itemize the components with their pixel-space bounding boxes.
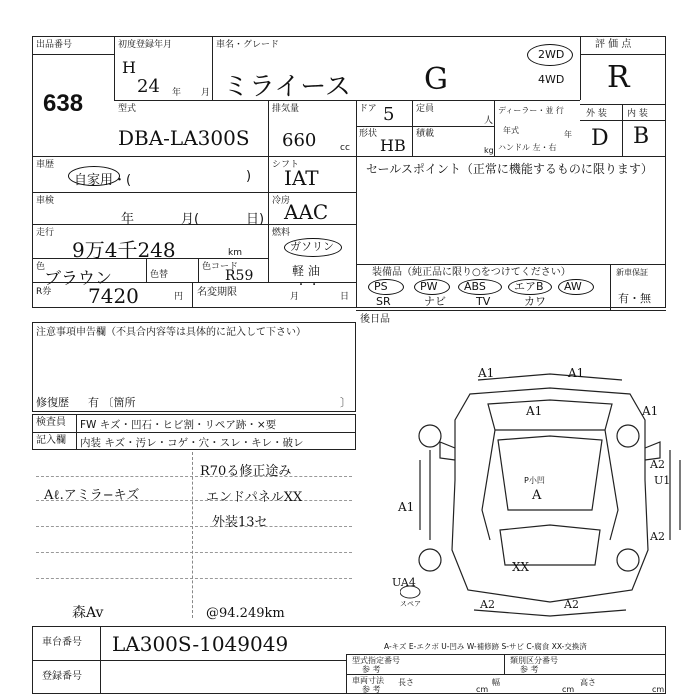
- dent-mark: A: [532, 488, 542, 503]
- reg-year: 24: [137, 76, 160, 97]
- door-label: ドア: [359, 104, 377, 114]
- model-year-unit: 年: [564, 130, 572, 139]
- a1-right-front: A1: [642, 404, 659, 418]
- note-guide-line: [36, 552, 352, 553]
- equipment-item: ABS: [464, 280, 486, 293]
- cm-3: cm: [652, 685, 665, 694]
- color-code-value: R59: [225, 268, 254, 284]
- later-items-label: 後日品: [360, 314, 390, 325]
- chassis-label: 車台番号: [42, 637, 82, 648]
- a1-top-left: A1: [478, 366, 495, 380]
- chassis-value: LA300S-1049049: [112, 632, 289, 656]
- drive-2wd: 2WD: [538, 48, 565, 61]
- equipment-label: 装備品（純正品に限り○をつけてください）: [372, 267, 571, 278]
- ac-value: AAC: [284, 200, 329, 224]
- history-close: ): [246, 169, 252, 184]
- door-value: 5: [383, 104, 395, 125]
- color-value: ブラウン: [44, 269, 112, 289]
- model-year-label: 年式: [503, 126, 519, 135]
- size-label: 車両寸法: [352, 676, 384, 685]
- a1-left-door: A1: [398, 500, 415, 514]
- dent-label: P小凹: [524, 476, 545, 485]
- car-body-diagram: [400, 360, 690, 630]
- ua4-rear: UA4: [392, 576, 416, 589]
- fuel-gasoline: ガソリン: [290, 240, 334, 253]
- recycle-value: 7420: [88, 284, 139, 308]
- equipment-item: PW: [420, 280, 438, 293]
- dealer-label: ディーラー・並 行: [498, 106, 564, 115]
- equipment-item: エアB: [514, 280, 544, 293]
- notes-label: 注意事項申告欄（不具合内容等は具体的に記入して下さい）: [36, 327, 306, 338]
- right-note-3: 外装13セ: [212, 515, 268, 530]
- mileage-value: 9万4千248: [72, 238, 176, 262]
- ac-label: 冷房: [272, 196, 291, 206]
- new-cert-label: 新車保証: [616, 268, 648, 277]
- bottom-mileage-note: @94.249km: [206, 606, 285, 621]
- history-label: 車歴: [36, 160, 55, 170]
- bottom-left-note: 森Av: [72, 605, 104, 621]
- a2-rear-right: A2: [564, 598, 579, 611]
- equipment-item: SR: [376, 295, 391, 308]
- note-guide-line: [36, 578, 352, 579]
- selling-points-label: セールスポイント（正常に機能するものに限ります）: [366, 162, 653, 176]
- inspection-year-unit: 年: [121, 212, 135, 227]
- ref-label-3: 参 考: [362, 685, 381, 694]
- repaint-label: 色替: [150, 270, 169, 280]
- equipment-item: ナビ: [424, 295, 446, 308]
- inspection-label: 車検: [36, 196, 55, 206]
- checker-row-2: 内装 キズ・汚レ・コゲ・穴・スレ・キレ・破レ: [80, 437, 304, 449]
- mileage-unit: km: [228, 248, 242, 258]
- lot-number: 638: [43, 90, 84, 117]
- checker-row-1: FW キズ・凹石・ヒビ割・リペア跡・×要: [80, 419, 277, 431]
- displacement-unit: cc: [340, 143, 350, 153]
- equipment-item: PS: [374, 280, 388, 293]
- spare-label: スペア: [400, 600, 421, 608]
- model-label: 車名・グレード: [216, 40, 280, 50]
- displacement-value: 660: [282, 130, 317, 151]
- capacity-label: 定員: [416, 104, 435, 114]
- year-unit: 年: [172, 88, 182, 98]
- grade: G: [424, 62, 448, 97]
- cm-2: cm: [562, 685, 575, 694]
- rear-xx: XX: [512, 560, 530, 574]
- repair-value: 有 〔箇所: [88, 396, 136, 409]
- fuel-diesel: 軽 油: [292, 264, 320, 278]
- note-guide-line: [36, 526, 352, 527]
- shift-value: IAT: [284, 166, 319, 190]
- exterior-label: 外 装: [586, 109, 607, 119]
- damage-legend: A-キズ E-エクボ U-凹み W-補修跡 S-サビ C-腐食 XX-交換済: [384, 642, 587, 651]
- u1-right: U1: [654, 474, 671, 487]
- equipment-item: AW: [564, 280, 582, 293]
- era: H: [122, 58, 136, 77]
- a2-rear-left: A2: [480, 598, 495, 611]
- lot-label: 出品番号: [36, 40, 73, 50]
- shape-value: HB: [380, 136, 406, 155]
- model-name: ミライース: [223, 72, 351, 102]
- model-cert-label: 型式指定番号: [352, 656, 400, 665]
- recycle-label: R券: [36, 287, 52, 297]
- color-label: 色: [36, 262, 46, 272]
- left-note: Aℓ.アミラ−キズ: [44, 488, 140, 503]
- load-unit: kg: [484, 146, 494, 155]
- repair-label: 修復歴: [36, 396, 69, 409]
- interior-label: 内 装: [627, 109, 648, 119]
- recycle-unit: 円: [174, 292, 184, 302]
- name-change-month: 月: [290, 292, 300, 302]
- note-guide-line: [36, 476, 352, 477]
- height-label: 高さ: [580, 678, 596, 687]
- new-cert-value: 有・無: [618, 292, 651, 305]
- name-change-label: 名変期限: [197, 287, 237, 298]
- exterior-grade: D: [591, 126, 609, 151]
- right-note-1: R70る修正途み: [200, 464, 292, 479]
- color-code-label: 色コード: [202, 262, 239, 272]
- inspector-label: 検査員: [36, 417, 66, 428]
- name-change-day: 日: [340, 292, 350, 302]
- width-label: 幅: [492, 678, 500, 687]
- mileage-label: 走行: [36, 228, 55, 238]
- reg-label: 登録番号: [42, 671, 82, 682]
- inspection-day-unit: 日): [246, 212, 265, 227]
- displacement-label: 排気量: [272, 104, 300, 114]
- equipment-item: カワ: [524, 295, 546, 308]
- repair-close: 〕: [340, 396, 351, 409]
- interior-grade: B: [633, 124, 650, 149]
- handle-label: ハンドル 左・右: [498, 143, 557, 152]
- capacity-unit: 人: [484, 116, 494, 126]
- drive-4wd: 4WD: [538, 73, 565, 86]
- cm-1: cm: [476, 685, 489, 694]
- fuel-label: 燃料: [272, 228, 291, 238]
- shape-label: 形状: [359, 129, 378, 139]
- recorder-label: 記入欄: [36, 435, 66, 446]
- shift-label: シフト: [272, 160, 300, 170]
- a1-hood: A1: [526, 404, 543, 418]
- history-value: 自家用・(: [74, 173, 132, 188]
- score-label: 評 価 点: [595, 39, 632, 50]
- a2-right-1: A2: [650, 458, 665, 471]
- first-reg-label: 初度登録年月: [118, 40, 173, 50]
- class-label: 類別区分番号: [510, 656, 558, 665]
- month-unit: 月: [201, 88, 211, 98]
- length-label: 長さ: [398, 678, 414, 687]
- a2-right-2: A2: [650, 530, 665, 543]
- ref-label-2: 参 考: [520, 665, 539, 674]
- right-note-2: エンドパネルXX: [206, 490, 303, 505]
- type-label: 型式: [118, 104, 137, 114]
- score: R: [607, 60, 630, 95]
- ref-label-1: 参 考: [362, 665, 381, 674]
- load-label: 積載: [416, 129, 435, 139]
- type-value: DBA-LA300S: [118, 126, 250, 150]
- a1-top-right: A1: [568, 366, 585, 380]
- equipment-item: TV: [476, 295, 491, 308]
- inspection-month-unit: 月(: [181, 212, 200, 227]
- fuel-dots: ・ ・: [296, 280, 320, 291]
